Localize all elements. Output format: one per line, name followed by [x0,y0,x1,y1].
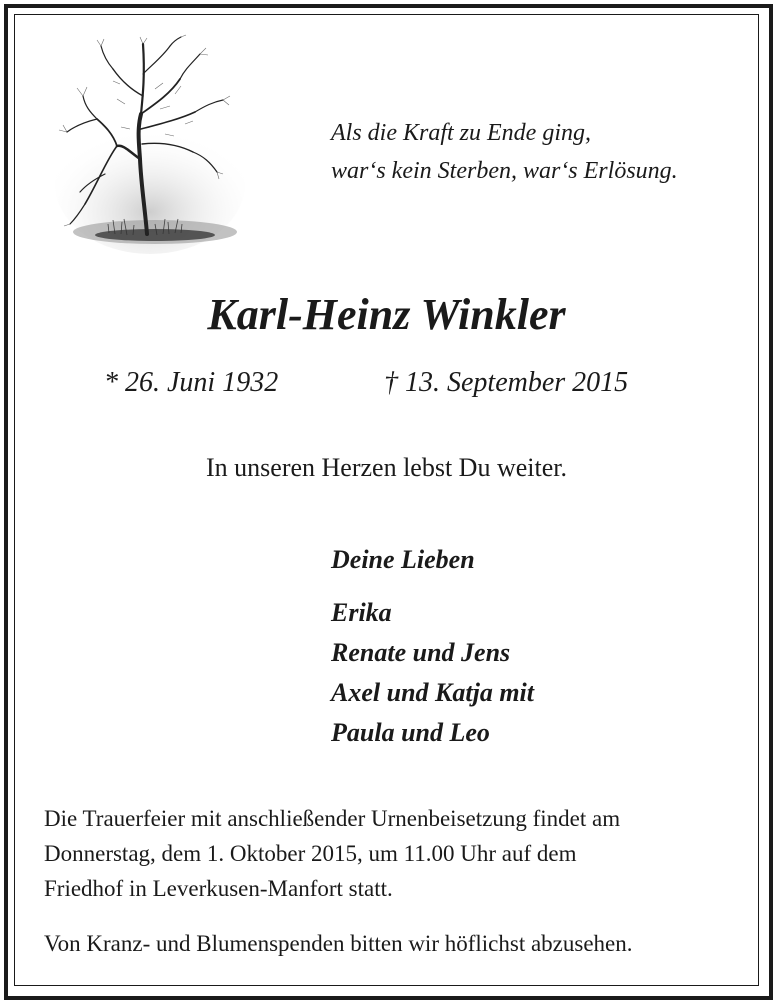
family-member: Paula und Leo [331,718,490,747]
service-line-1: Die Trauerfeier mit anschließender Urnenbeisetzung findet am [44,806,621,831]
motto-verse [331,114,678,190]
flower-request: Von Kranz- und Blumenspenden bitten wir höflichst abzusehen. [44,931,633,956]
family-member: Erika [331,598,392,627]
service-line-2: Donnerstag, dem 1. Oktober 2015, um 11.00 Uhr auf dem [44,841,577,866]
family-member: Axel und Katja mit [331,678,534,707]
deceased-name: Karl-Heinz Winkler [207,290,566,339]
family-intro: Deine Lieben [331,545,475,574]
death-date: † 13. September 2015 [384,367,629,398]
bare-tree-icon [45,34,250,259]
birth-date: * 26. Juni 1932 [104,367,279,398]
service-line-3: Friedhof in Leverkusen-Manfort statt. [44,876,393,901]
remembrance-line: In unseren Herzen lebst Du weiter. [206,453,567,482]
service-announcement [44,801,620,906]
motto-line-2: war‘s kein Sterben, war‘s Erlösung. [331,158,678,184]
motto-line-1: Als die Kraft zu Ende ging, [331,120,591,146]
family-member: Renate und Jens [331,638,511,667]
family-signature [331,541,534,753]
